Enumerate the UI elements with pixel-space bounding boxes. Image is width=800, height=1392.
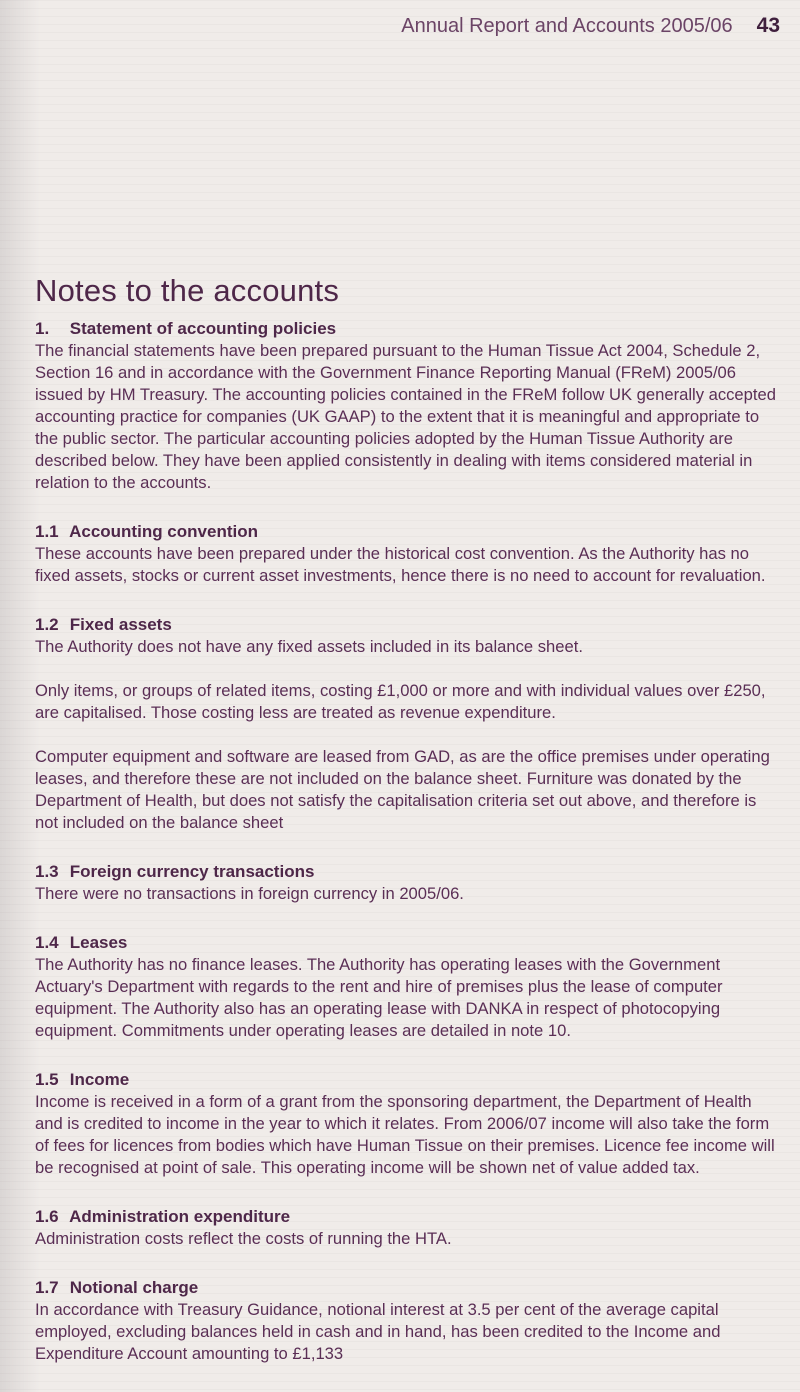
report-title: Annual Report and Accounts 2005/06 bbox=[401, 15, 733, 37]
section-1-1 bbox=[35, 521, 780, 587]
section-heading bbox=[35, 614, 780, 636]
section-title: Income bbox=[69, 1070, 130, 1089]
paragraph: These accounts have been prepared under the historical cost convention. As the Authority has no fixed assets, stocks or current asset investments, hence there is no need to account for revaluation. bbox=[35, 544, 766, 585]
paragraph: In accordance with Treasury Guidance, notional interest at 3.5 per cent of the average capital employed, excluding balances held in cash and in hand, has been credited to the Income and Expenditure Account amounting to £1,133 bbox=[35, 1300, 721, 1363]
paragraph: Computer equipment and software are leased from GAD, as are the office premises under operating leases, and therefore these are not included on the balance sheet. Furniture was donated by the Department of Health, but does not satisfy the capitalisation criteria set out above, and therefore is not included on the balance sheet bbox=[35, 747, 770, 832]
section-heading bbox=[35, 1069, 780, 1091]
section-1-5 bbox=[35, 1069, 780, 1179]
section-1 bbox=[35, 318, 780, 494]
section-title: Foreign currency transactions bbox=[69, 862, 315, 881]
section-number: 1. bbox=[35, 319, 50, 338]
section-heading bbox=[35, 1277, 780, 1299]
section-1-3 bbox=[35, 861, 780, 905]
section-heading bbox=[35, 861, 780, 883]
section-number: 1.6 bbox=[35, 1207, 59, 1226]
section-number: 1.3 bbox=[35, 862, 59, 881]
notes-content bbox=[35, 318, 780, 1392]
section-heading bbox=[35, 1206, 780, 1228]
page-title: Notes to the accounts bbox=[35, 273, 340, 308]
section-number: 1.4 bbox=[35, 933, 59, 952]
paragraph: The Authority has no finance leases. The Authority has operating leases with the Government Actuary's Department with regards to the rent and hire of premises plus the lease of computer equipment. The Authority also has an operating lease with DANKA in respect of photocopying equipment. Commitments under operating leases are detailed in note 10. bbox=[35, 955, 723, 1040]
section-title: Fixed assets bbox=[69, 615, 172, 634]
section-title: Leases bbox=[69, 933, 128, 952]
section-number: 1.1 bbox=[35, 522, 59, 541]
section-1-6 bbox=[35, 1206, 780, 1250]
paragraph: Only items, or groups of related items, costing £1,000 or more and with individual values over £250, are capitalised. Those costing less are treated as revenue expenditure. bbox=[35, 681, 766, 722]
paragraph: Income is received in a form of a grant from the sponsoring department, the Department of Health and is credited to income in the year to which it relates. From 2006/07 income will also take the form of fees for licences from bodies which have Human Tissue on their premises. Licence fee income will be recognised at point of sale. This operating income will be shown net of value added tax. bbox=[35, 1092, 775, 1177]
paragraph: There were no transactions in foreign currency in 2005/06. bbox=[35, 884, 464, 903]
section-heading bbox=[35, 521, 780, 543]
section-1-4 bbox=[35, 932, 780, 1042]
section-heading bbox=[35, 318, 780, 340]
page-number: 43 bbox=[756, 14, 780, 37]
section-heading bbox=[35, 932, 780, 954]
section-title: Statement of accounting policies bbox=[69, 319, 337, 338]
section-title: Accounting convention bbox=[69, 522, 258, 541]
section-number: 1.2 bbox=[35, 615, 59, 634]
section-number: 1.7 bbox=[35, 1278, 59, 1297]
section-1-7 bbox=[35, 1277, 780, 1365]
section-title: Notional charge bbox=[69, 1278, 199, 1297]
section-number: 1.5 bbox=[35, 1070, 59, 1089]
paragraph: The Authority does not have any fixed assets included in its balance sheet. bbox=[35, 637, 583, 656]
paragraph: Administration costs reflect the costs of running the HTA. bbox=[35, 1229, 452, 1248]
page-header bbox=[401, 14, 780, 38]
section-1-2 bbox=[35, 614, 780, 834]
section-title: Administration expenditure bbox=[69, 1207, 291, 1226]
paragraph: The financial statements have been prepared pursuant to the Human Tissue Act 2004, Schedule 2, Section 16 and in accordance with the Government Finance Reporting Manual (FReM) 2005/06 issued by HM Treasury. The accounting policies contained in the FReM follow UK generally accepted accounting practice for companies (UK GAAP) to the extent that it is meaningful and appropriate to the public sector. The particular accounting policies adopted by the Human Tissue Authority are described below. They have been applied consistently in dealing with items considered material in relation to the accounts. bbox=[35, 341, 776, 492]
